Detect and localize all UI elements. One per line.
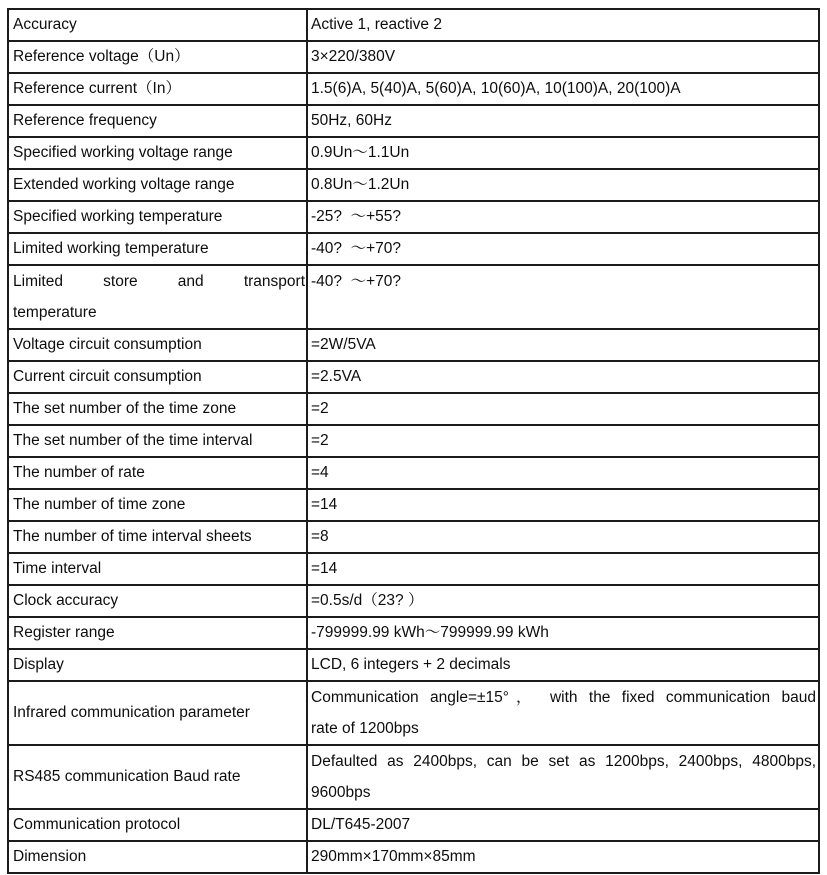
table-row <box>8 105 819 137</box>
spec-value: 50Hz, 60Hz <box>307 105 819 137</box>
text-line: Defaulted as 2400bps, can be set as 1200bps, 2400bps, 4800bps, <box>311 753 816 770</box>
table-row <box>8 329 819 361</box>
spec-label: The set number of the time interval <box>8 425 307 457</box>
spec-table <box>7 8 820 874</box>
table-row <box>8 169 819 201</box>
spec-value: Active 1, reactive 2 <box>307 9 819 41</box>
table-row <box>8 137 819 169</box>
spec-label: Communication protocol <box>8 809 307 841</box>
spec-label: Register range <box>8 617 307 649</box>
spec-value: =14 <box>307 553 819 585</box>
spec-value: -799999.99 kWh～799999.99 kWh <box>307 617 819 649</box>
text-line: Communication angle=±15°， with the fixed communication baud <box>311 689 816 706</box>
spec-label <box>8 265 307 329</box>
spec-value: =0.5s/d（23? ） <box>307 585 819 617</box>
table-row <box>8 841 819 873</box>
table-row <box>8 617 819 649</box>
spec-label: Specified working voltage range <box>8 137 307 169</box>
table-row <box>8 489 819 521</box>
table-row <box>8 585 819 617</box>
table-row <box>8 393 819 425</box>
table-row <box>8 649 819 681</box>
table-row <box>8 265 819 329</box>
text-line: 9600bps <box>311 784 371 801</box>
spec-label: Reference voltage（Un） <box>8 41 307 73</box>
table-row <box>8 425 819 457</box>
spec-value: -25? ～+55? <box>307 201 819 233</box>
spec-value: =4 <box>307 457 819 489</box>
spec-label: The number of time interval sheets <box>8 521 307 553</box>
spec-value <box>307 745 819 809</box>
text-line: Limited store and transport <box>13 273 305 290</box>
table-row <box>8 41 819 73</box>
table-row <box>8 809 819 841</box>
spec-value: =2 <box>307 393 819 425</box>
table-row <box>8 681 819 745</box>
table-row <box>8 553 819 585</box>
spec-label: Clock accuracy <box>8 585 307 617</box>
spec-label: The number of time zone <box>8 489 307 521</box>
spec-value: 290mm×170mm×85mm <box>307 841 819 873</box>
spec-table-body <box>8 9 819 873</box>
text-line: rate of 1200bps <box>311 720 419 737</box>
spec-value: -40? ～+70? <box>307 265 819 329</box>
table-row <box>8 745 819 809</box>
spec-value: =2.5VA <box>307 361 819 393</box>
spec-value: 0.8Un～1.2Un <box>307 169 819 201</box>
spec-label: Current circuit consumption <box>8 361 307 393</box>
table-row <box>8 457 819 489</box>
table-row <box>8 521 819 553</box>
spec-value: =2 <box>307 425 819 457</box>
spec-value: =8 <box>307 521 819 553</box>
spec-label: Display <box>8 649 307 681</box>
spec-label: The set number of the time zone <box>8 393 307 425</box>
spec-label: The number of rate <box>8 457 307 489</box>
spec-label: RS485 communication Baud rate <box>8 745 307 809</box>
table-row <box>8 361 819 393</box>
spec-label: Reference current（In） <box>8 73 307 105</box>
spec-label: Voltage circuit consumption <box>8 329 307 361</box>
spec-value: -40? ～+70? <box>307 233 819 265</box>
spec-label: Accuracy <box>8 9 307 41</box>
spec-value: DL/T645-2007 <box>307 809 819 841</box>
text-line: temperature <box>13 304 97 321</box>
spec-value: 3×220/380V <box>307 41 819 73</box>
table-row <box>8 233 819 265</box>
spec-value: 1.5(6)A, 5(40)A, 5(60)A, 10(60)A, 10(100)A, 20(100)A <box>307 73 819 105</box>
spec-value: =14 <box>307 489 819 521</box>
spec-label: Extended working voltage range <box>8 169 307 201</box>
spec-label: Time interval <box>8 553 307 585</box>
spec-label: Infrared communication parameter <box>8 681 307 745</box>
table-row <box>8 9 819 41</box>
spec-value: 0.9Un～1.1Un <box>307 137 819 169</box>
table-row <box>8 201 819 233</box>
spec-value: =2W/5VA <box>307 329 819 361</box>
spec-label: Limited working temperature <box>8 233 307 265</box>
spec-value: LCD, 6 integers + 2 decimals <box>307 649 819 681</box>
spec-label: Specified working temperature <box>8 201 307 233</box>
spec-label: Reference frequency <box>8 105 307 137</box>
spec-label: Dimension <box>8 841 307 873</box>
table-row <box>8 73 819 105</box>
spec-value <box>307 681 819 745</box>
